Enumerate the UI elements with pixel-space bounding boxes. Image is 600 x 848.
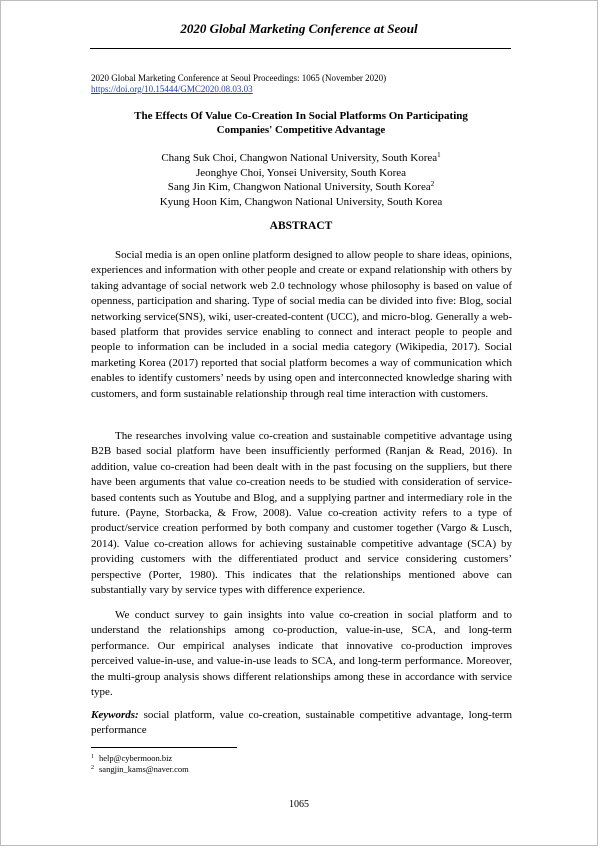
abstract-heading: ABSTRACT [269, 220, 333, 232]
footnote-mark: 1 [437, 151, 441, 159]
doi-link[interactable]: https://doi.org/10.15444/GMC2020.08.03.03 [91, 84, 253, 94]
paper-title [91, 109, 511, 137]
paper-title-line-1: The Effects Of Value Co-Creation In Social Platforms On Participating [134, 110, 468, 122]
author-affiliation: Jeonghye Choi, Yonsei University, South Korea [195, 166, 407, 179]
footnote-email: sangjin_kams@naver.com [99, 764, 189, 774]
author-affiliation: Chang Suk Choi, Changwon National University, South Korea [161, 152, 438, 164]
footnote-mark: 2 [91, 765, 94, 771]
author-line [91, 166, 511, 181]
paper-title-line-2: Companies' Competitive Advantage [216, 124, 386, 136]
footnote [91, 753, 189, 764]
author-affiliation: Sang Jin Kim, Changwon National University, South Korea [167, 181, 431, 193]
footnotes [91, 753, 189, 775]
proceedings-citation: 2020 Global Marketing Conference at Seoul Proceedings: 1065 (November 2020) [91, 73, 387, 83]
keywords [91, 708, 512, 739]
author-line [91, 180, 511, 195]
proceedings-info [91, 73, 386, 95]
abstract-paragraph-2: The researches involving value co-creation and sustainable competitive advantage using B2B based social platform have been insufficiently performed (Ranjan & Read, 2016). In addition, value co-creation had been dealt with in the past focusing on the suppliers, but there have been arguments that value co-creation needs to be studied with consideration of service-based contents such as Youtube and Blog, and a supplying partner and intermediary role in the future. (Payne, Storbacka, & Frow, 2008). Value co-creation activity refers to a type of product/service creation performed by both company and customer together (Vargo & Lusch, 2014). Value co-creation allows for achieving sustainable competitive advantage (SCA) by providing customers with the differentiated product and service considering customers’ perspective (Porter, 1980). This indicates that the relationships mentioned above can substantially vary by service types with difference experience. [91, 430, 512, 597]
footnote-mark: 1 [91, 754, 94, 760]
keywords-label: Keywords: [91, 709, 139, 721]
footnote-rule [91, 747, 237, 748]
running-header: 2020 Global Marketing Conference at Seoul [180, 21, 418, 36]
author-list [91, 151, 511, 209]
footnote [91, 764, 189, 775]
author-line [91, 195, 511, 210]
abstract-paragraph-1: Social media is an open online platform designed to allow people to share ideas, opinions, experiences and information with other people and create or expand relationship with others by taking advantage of social network web 2.0 technology whose philosophy is based on value of openness, participation and sharing. Type of social media can be divided into five: Blog, social networking service(SNS), wiki, user-created-content (UCC), and micro-blog. Generally a web-based platform that provides service enabling to connect and interact people to people and people to information can be included in a social media category (Wikipedia, 2017). Social marketing Korea (2017) reported that social platform becomes a way of communication which enables to identify customers’ needs by using open and interconnected knowledge sharing with customers, and form sustainable relationship through real time interaction with customers. [91, 249, 512, 400]
footnote-mark: 2 [430, 180, 435, 188]
header-rule [90, 48, 511, 49]
author-affiliation: Kyung Hoon Kim, Changwon National University, South Korea [159, 195, 443, 208]
page-number: 1065 [289, 799, 309, 810]
author-line [91, 151, 511, 166]
abstract-paragraph-3: We conduct survey to gain insights into value co-creation in social platform and to understand the relationships among co-production, value-in-use, SCA, and long-term performance. Our empirical analyses indicate that innovative co-production improves perceived value-in-use, and value-in-use leads to SCA, and long-term performance. Moreover, the multi-group analysis shows different relationships among these in accordance with service type. [91, 609, 512, 699]
keywords-text: social platform, value co-creation, sustainable competitive advantage, long-term performance [91, 709, 512, 737]
footnote-email: help@cybermoon.biz [99, 753, 173, 763]
